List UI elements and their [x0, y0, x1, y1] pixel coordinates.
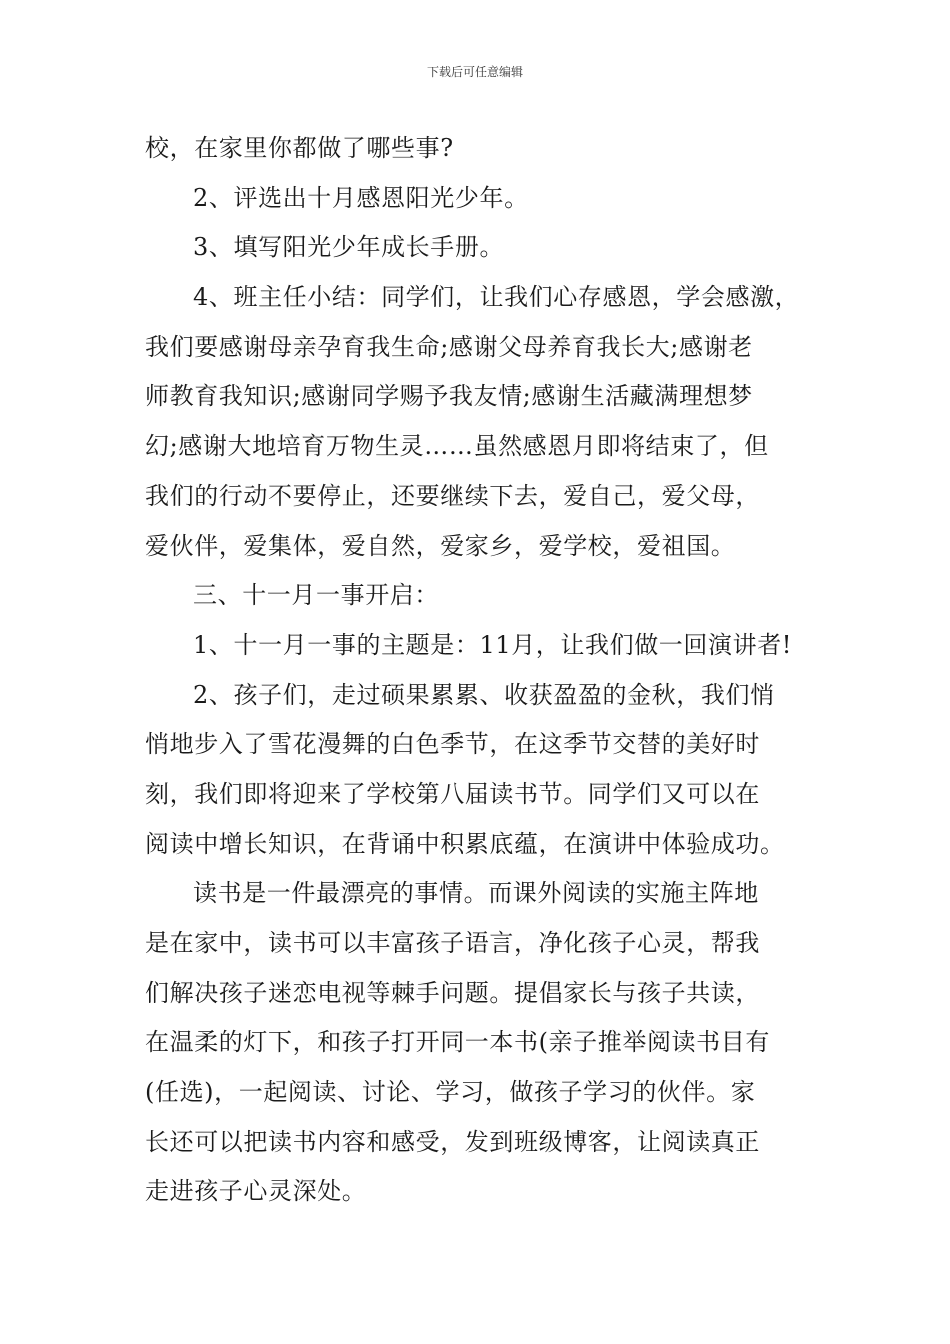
text-line: 2、评选出十月感恩阳光少年。	[193, 183, 529, 212]
page-header: 下载后可任意编辑	[426, 65, 523, 79]
text-line: (任选)，一起阅读、讨论、学习，做孩子学习的伙伴。家	[145, 1078, 756, 1107]
text-line: 2、孩子们，走过硕果累累、收获盈盈的金秋，我们悄	[193, 680, 775, 709]
text-line: 走进孩子心灵深处。	[145, 1177, 367, 1206]
text-line: 4、班主任小结：同学们，让我们心存感恩，学会感激，	[193, 283, 800, 312]
text-line: 1、十一月一事的主题是：11月，让我们做一回演讲者!	[193, 630, 793, 659]
text-line: 我们的行动不要停止，还要继续下去，爱自己，爱父母，	[145, 481, 760, 510]
text-line: 爱伙伴，爱集体，爱自然，爱家乡，爱学校，爱祖国。	[145, 531, 736, 560]
text-line: 刻，我们即将迎来了学校第八届读书节。同学们又可以在	[145, 779, 760, 808]
document-body	[145, 124, 815, 1217]
text-line: 我们要感谢母亲孕育我生命;感谢父母养育我长大;感谢老	[145, 332, 753, 361]
text-line: 们解决孩子迷恋电视等棘手问题。提倡家长与孩子共读，	[145, 978, 760, 1007]
section-heading: 三、十一月一事开启：	[193, 581, 439, 610]
text-line: 是在家中，读书可以丰富孩子语言，净化孩子心灵，帮我	[145, 929, 760, 957]
text-line: 3、填写阳光少年成长手册。	[193, 233, 505, 262]
text-line: 长还可以把读书内容和感受，发到班级博客，让阅读真正	[145, 1127, 760, 1156]
text-line: 校，在家里你都做了哪些事?	[145, 134, 454, 162]
text-line: 在温柔的灯下，和孩子打开同一本书(亲子推举阅读书目有	[145, 1028, 770, 1057]
text-line: 悄地步入了雪花漫舞的白色季节，在这季节交替的美好时	[145, 730, 760, 759]
text-line: 阅读中增长知识，在背诵中积累底蕴，在演讲中体验成功。	[145, 829, 785, 858]
text-line: 读书是一件最漂亮的事情。而课外阅读的实施主阵地	[193, 879, 759, 908]
text-line: 幻;感谢大地培育万物生灵……虽然感恩月即将结束了，但	[145, 432, 769, 461]
text-line: 师教育我知识;感谢同学赐予我友情;感谢生活藏满理想梦	[145, 382, 753, 411]
